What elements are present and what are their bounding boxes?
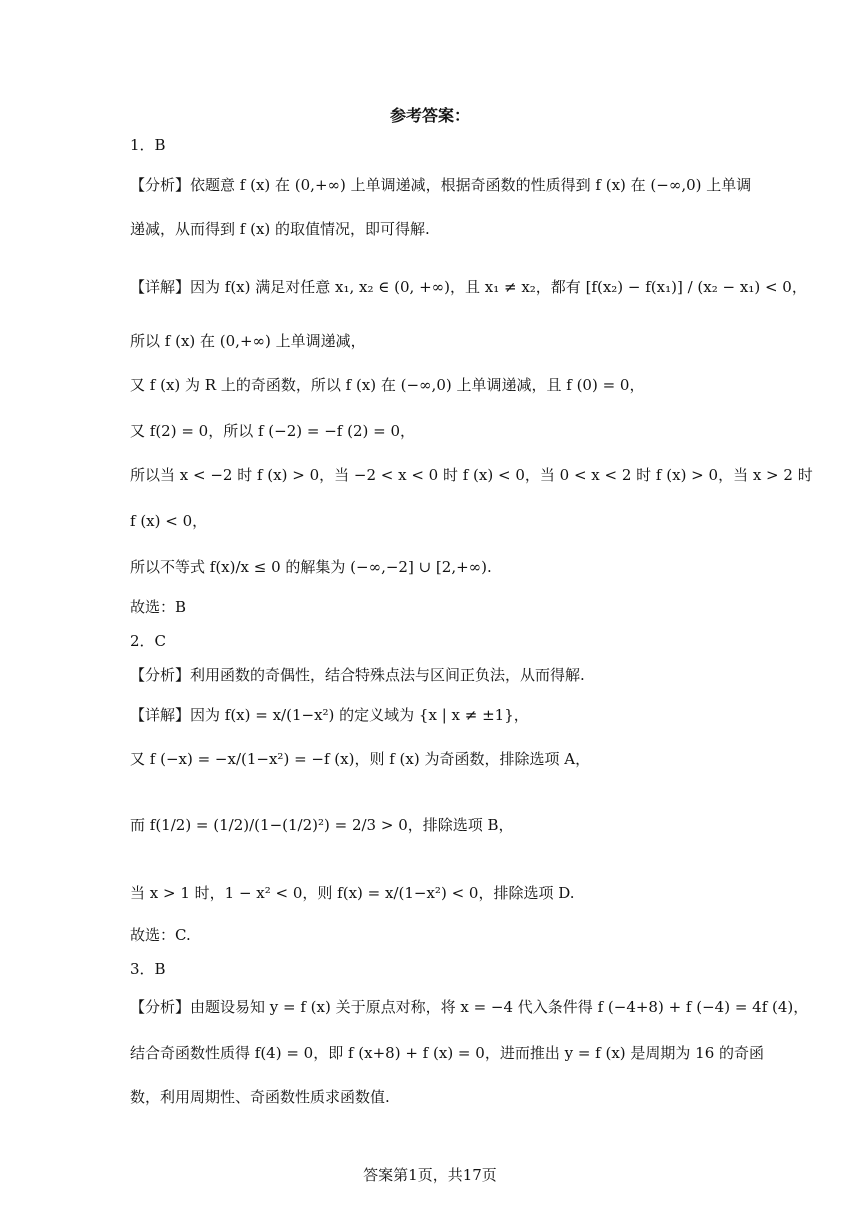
answer-3-analysis-line-3: 数，利用周期性、奇函数性质求函数值. — [130, 1088, 390, 1106]
answer-2-heading: 2．C — [130, 632, 167, 650]
page-footer: 答案第1页，共17页 — [363, 1166, 497, 1184]
answer-2-analysis: 【分析】利用函数的奇偶性，结合特殊点法与区间正负法，从而得解. — [130, 666, 585, 684]
answer-2-detail-line-1: 【详解】因为 f(x) = x/(1−x²) 的定义域为 {x | x ≠ ±1}， — [130, 706, 529, 724]
page-title: 参考答案： — [389, 106, 470, 125]
answer-2-detail-line-3: 而 f(1/2) = (1/2)/(1−(1/2)²) = 2/3 > 0，排除选项 B， — [130, 816, 514, 834]
answer-1-detail-line-7: 所以不等式 f(x)/x ≤ 0 的解集为 (−∞,−2] ∪ [2,+∞). — [130, 558, 492, 576]
answer-1-detail-line-5: 所以当 x < −2 时 f (x) > 0，当 −2 < x < 0 时 f (x) < 0，当 0 < x < 2 时 f (x) > 0，当 x > 2 时 — [130, 466, 813, 484]
answer-2-detail-line-4: 当 x > 1 时，1 − x² < 0，则 f(x) = x/(1−x²) < 0，排除选项 D. — [130, 884, 575, 902]
answer-1-choice: 故选：B — [130, 598, 187, 616]
answer-3-analysis-line-2: 结合奇函数性质得 f(4) = 0，即 f (x+8) + f (x) = 0，进而推出 y = f (x) 是周期为 16 的奇函 — [130, 1044, 765, 1062]
answer-1-detail-line-3: 又 f (x) 为 R 上的奇函数，所以 f (x) 在 (−∞,0) 上单调递减，且 f (0) = 0， — [130, 376, 645, 394]
answer-2-detail-line-2: 又 f (−x) = −x/(1−x²) = −f (x)，则 f (x) 为奇函数，排除选项 A， — [130, 750, 591, 768]
answer-1-detail-line-4: 又 f(2) = 0，所以 f (−2) = −f (2) = 0， — [130, 422, 416, 440]
answer-2-choice: 故选：C. — [130, 926, 191, 944]
answer-1-analysis-line-2: 递减，从而得到 f (x) 的取值情况，即可得解. — [130, 220, 430, 238]
answer-1-detail-line-2: 所以 f (x) 在 (0,+∞) 上单调递减， — [130, 332, 366, 350]
answer-1-detail-line-6: f (x) < 0， — [130, 512, 208, 530]
answer-3-heading: 3．B — [130, 960, 166, 978]
answer-1-detail-line-1: 【详解】因为 f(x) 满足对任意 x₁, x₂ ∈ (0, +∞)，且 x₁ ≠ x₂，都有 [f(x₂) − f(x₁)] / (x₂ − x₁) < 0， — [130, 278, 807, 296]
answer-1-heading: 1．B — [130, 136, 166, 154]
answer-1-analysis-text: 【分析】依题意 f (x) 在 (0,+∞) 上单调递减，根据奇函数的性质得到 f (x) 在 (−∞,0) 上单调 — [130, 176, 752, 194]
answer-3-analysis-line-1: 【分析】由题设易知 y = f (x) 关于原点对称，将 x = −4 代入条件得 f (−4+8) + f (−4) = 4f (4)， — [130, 998, 809, 1016]
answer-1-analysis-line-1 — [130, 174, 751, 196]
